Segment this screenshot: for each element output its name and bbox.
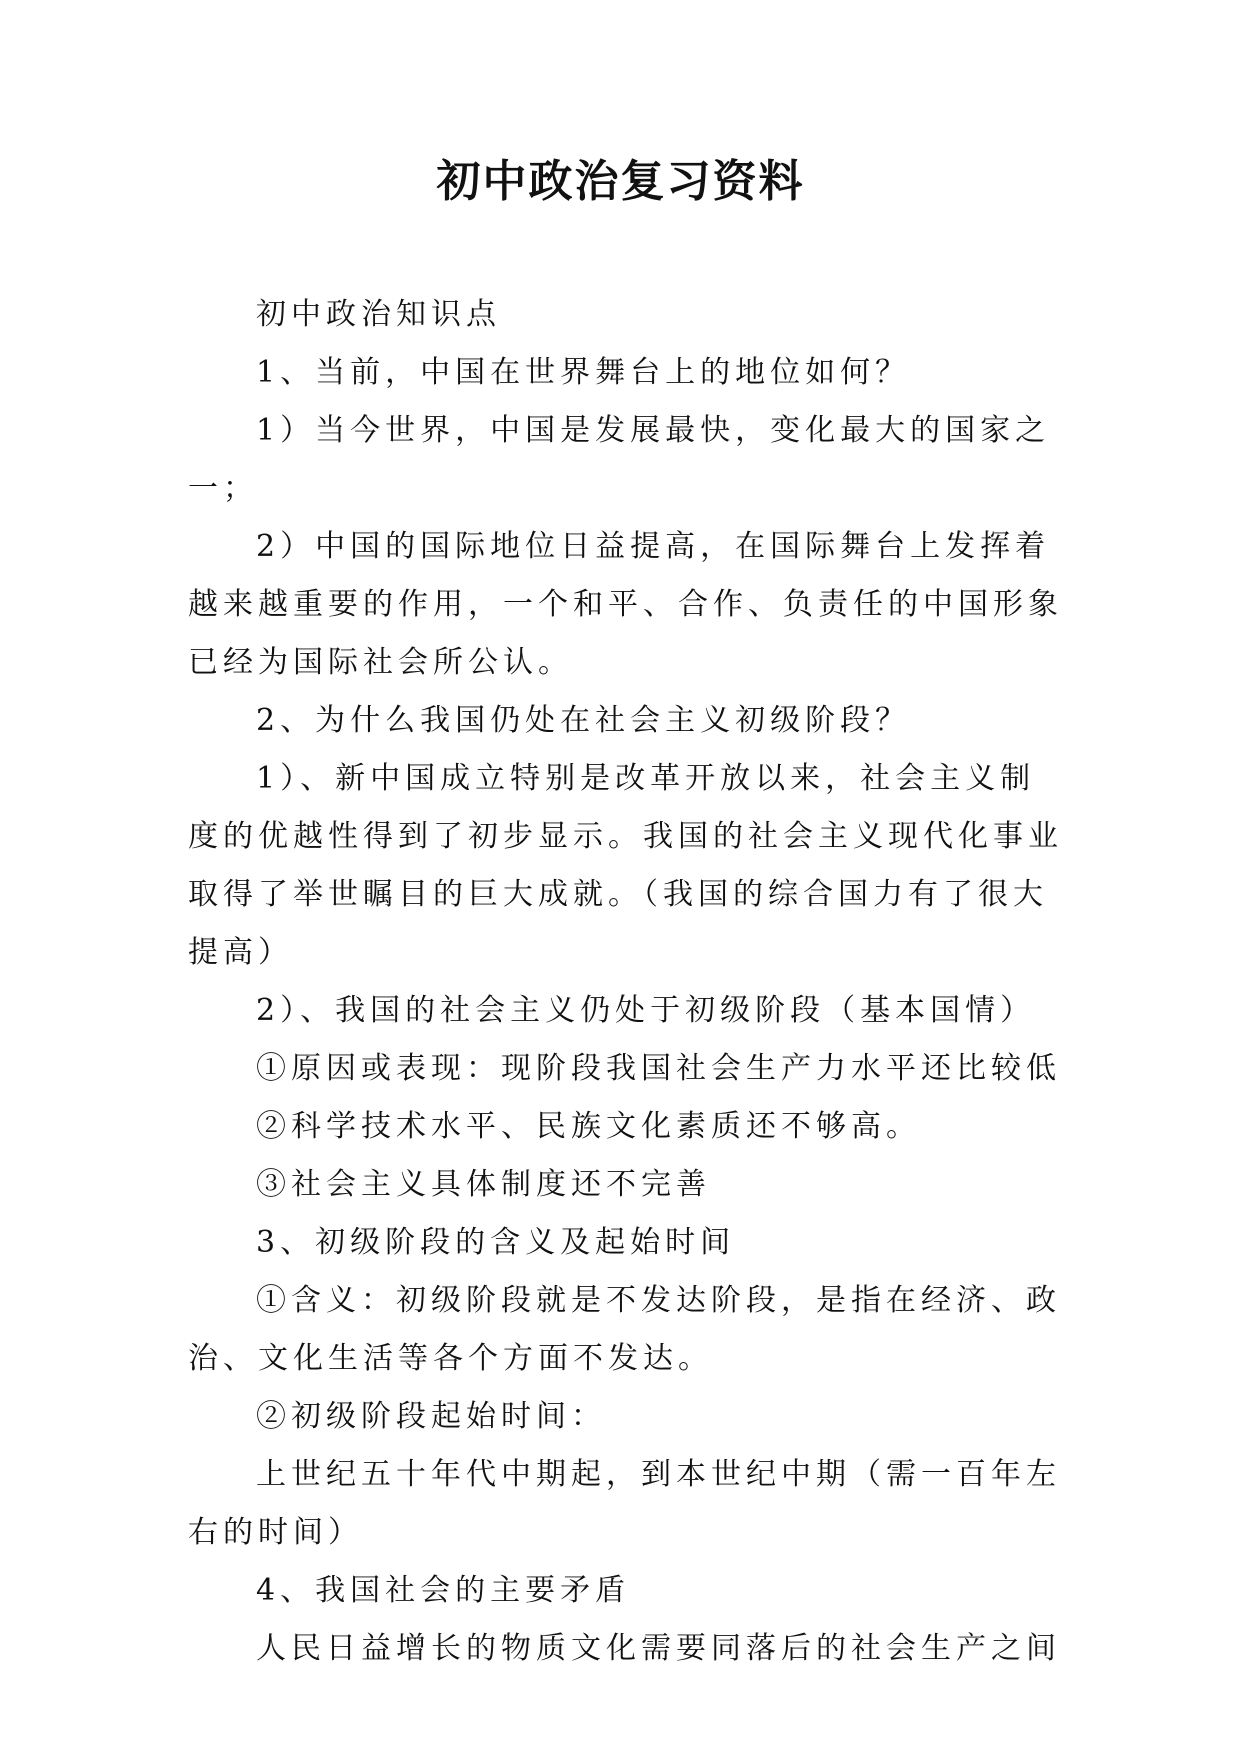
paragraph: ③社会主义具体制度还不完善	[256, 1167, 711, 1202]
paragraph: ②科学技术水平、民族文化素质还不够高。	[256, 1109, 921, 1144]
paragraph: 上世纪五十年代中期起，到本世纪中期（需一百年左右的时间）	[188, 1457, 1061, 1550]
paragraph: 4、我国社会的主要矛盾	[256, 1573, 631, 1608]
paragraph: ①含义：初级阶段就是不发达阶段，是指在经济、政治、文化生活等各个方面不发达。	[188, 1283, 1061, 1376]
paragraph: ①原因或表现：现阶段我国社会生产力水平还比较低	[256, 1051, 1061, 1086]
document-title: 初中政治复习资料	[436, 156, 805, 207]
paragraph: 1、当前，中国在世界舞台上的地位如何？	[256, 355, 911, 390]
paragraph: 初中政治知识点	[256, 297, 501, 332]
paragraph: 2）中国的国际地位日益提高，在国际舞台上发挥着越来越重要的作用，一个和平、合作、负责任的中国形象已经为国际社会所公认。	[188, 529, 1063, 680]
paragraph: 3、初级阶段的含义及起始时间	[256, 1225, 736, 1260]
paragraph: 1）当今世界，中国是发展最快，变化最大的国家之一；	[188, 413, 1051, 506]
paragraph: ②初级阶段起始时间：	[256, 1399, 606, 1434]
paragraph: 2）、我国的社会主义仍处于初级阶段（基本国情）	[256, 993, 1036, 1028]
paragraph: 2、为什么我国仍处在社会主义初级阶段？	[256, 703, 911, 738]
document-body	[188, 286, 1068, 1678]
paragraph: 1）、新中国成立特别是改革开放以来，社会主义制度的优越性得到了初步显示。我国的社会主义现代化事业取得了举世瞩目的巨大成就。（我国的综合国力有了很大提高）	[188, 761, 1063, 970]
paragraph: 人民日益增长的物质文化需要同落后的社会生产之间	[256, 1631, 1061, 1666]
